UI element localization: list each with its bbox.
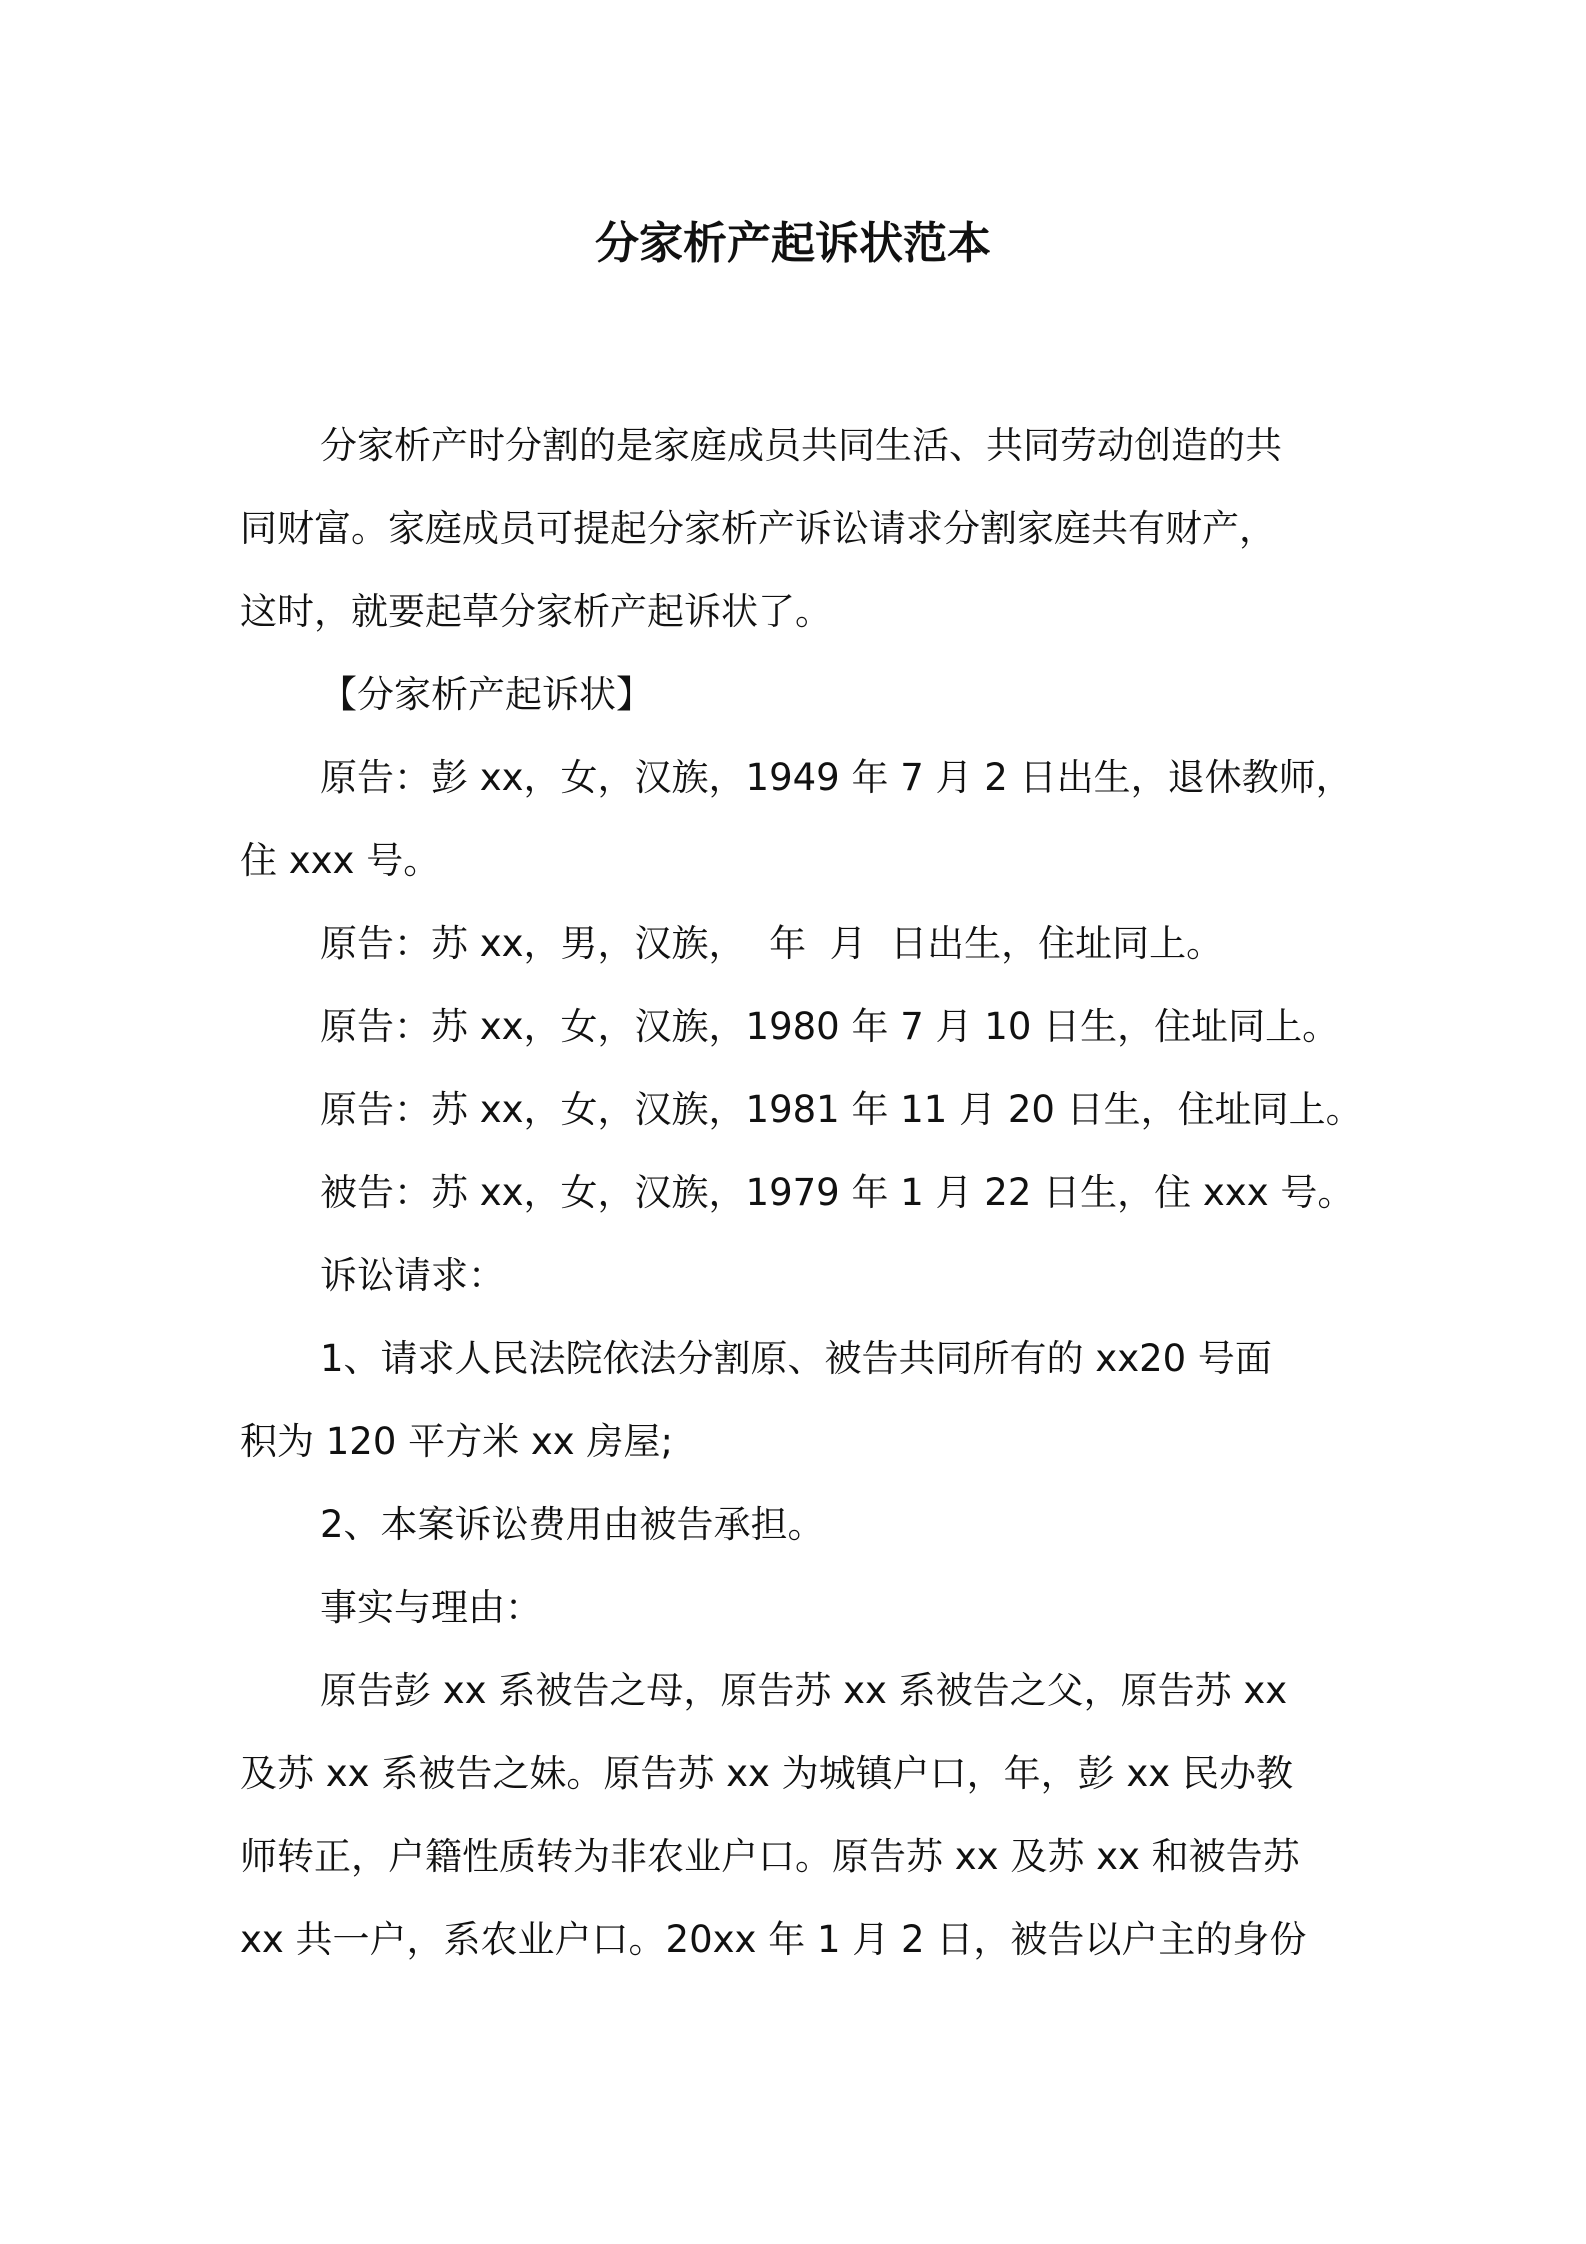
plaintiff-line: 原告：苏 xx，女，汉族，1981 年 11 月 20 日生，住址同上。 <box>320 1088 1363 1131</box>
text-line: 积为 120 平方米 xx 房屋; <box>240 1420 673 1463</box>
text-line: 住 xxx 号。 <box>240 839 441 882</box>
facts-heading: 事实与理由： <box>320 1586 542 1629</box>
text-line: xx 共一户，系农业户口。20xx 年 1 月 2 日，被告以户主的身份 <box>240 1918 1307 1961</box>
plaintiff-line: 原告：苏 xx，女，汉族，1980 年 7 月 10 日生，住址同上。 <box>320 1005 1340 1048</box>
claims-heading: 诉讼请求： <box>320 1254 505 1297</box>
section-heading: 【分家析产起诉状】 <box>320 673 653 716</box>
text-line: 师转正，户籍性质转为非农业户口。原告苏 xx 及苏 xx 和被告苏 <box>240 1835 1300 1878</box>
text-line: 及苏 xx 系被告之妹。原告苏 xx 为城镇户口，年，彭 xx 民办教 <box>240 1752 1293 1795</box>
text-line: 分家析产时分割的是家庭成员共同生活、共同劳动创造的共 <box>320 424 1282 467</box>
plaintiff-line: 原告：苏 xx，男，汉族， 年 月 日出生，住址同上。 <box>320 922 1224 965</box>
defendant-line: 被告：苏 xx，女，汉族，1979 年 1 月 22 日生，住 xxx 号。 <box>320 1171 1355 1214</box>
claim-item: 2、本案诉讼费用由被告承担。 <box>320 1503 825 1546</box>
claim-item: 1、请求人民法院依法分割原、被告共同所有的 xx20 号面 <box>320 1337 1272 1380</box>
text-line: 原告彭 xx 系被告之母，原告苏 xx 系被告之父，原告苏 xx <box>320 1669 1288 1712</box>
plaintiff-line: 原告：彭 xx，女，汉族，1949 年 7 月 2 日出生，退休教师， <box>320 756 1353 799</box>
document-title: 分家析产起诉状范本 <box>595 218 991 269</box>
text-line: 这时，就要起草分家析产起诉状了。 <box>240 590 832 633</box>
document-body <box>240 404 1363 1981</box>
text-line: 同财富。家庭成员可提起分家析产诉讼请求分割家庭共有财产， <box>240 507 1276 550</box>
